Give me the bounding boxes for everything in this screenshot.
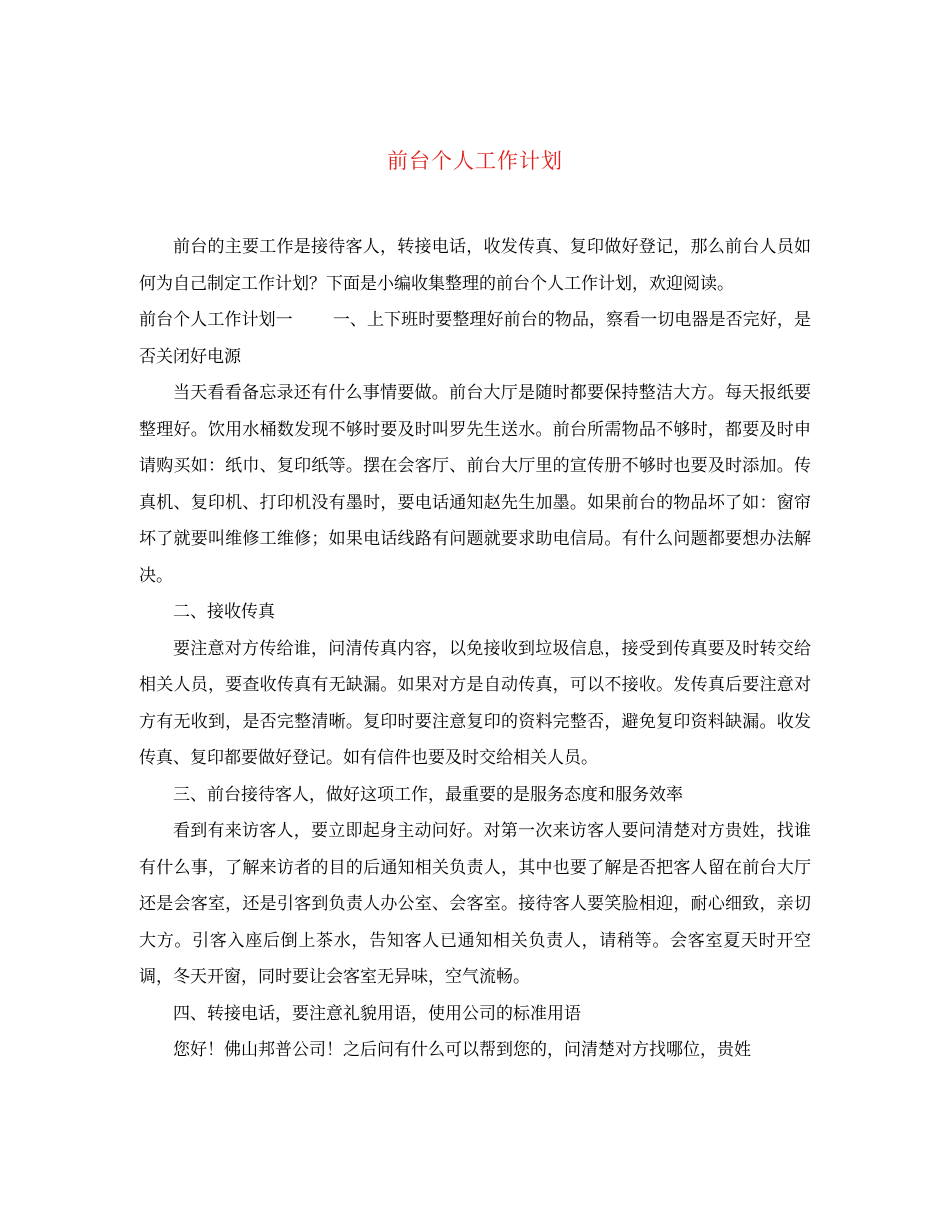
plan-label: 前台个人工作计划一 — [139, 310, 293, 330]
document-body — [139, 229, 811, 1069]
section4-body: 您好！佛山邦普公司！之后问有什么可以帮到您的，问清楚对方找哪位，贵姓 — [173, 1040, 751, 1060]
section2-body: 要注意对方传给谁，问清传真内容，以免接收到垃圾信息，接受到传真要及时转交给相关人员，要查收传真有无缺漏。如果对方是自动传真，可以不接收。发传真后要注意对方有无收到，是否完整清晰。复印时要注意复印的资料完整否，避免复印资料缺漏。收发传真、复印都要做好登记。如有信件也要及时交给相关人员。 — [139, 638, 811, 768]
intro-paragraph: 前台的主要工作是接待客人，转接电话，收发传真、复印做好登记，那么前台人员如何为自己制定工作计划？下面是小编收集整理的前台个人工作计划，欢迎阅读。 — [139, 237, 811, 294]
section1-heading: 一、上下班时要整理好前台的物品，察看一切电器是否完好，是否关闭好电源 — [139, 310, 812, 367]
section1-body: 当天看看备忘录还有什么事情要做。前台大厅是随时都要保持整洁大方。每天报纸要整理好。饮用水桶数发现不够时要及时叫罗先生送水。前台所需物品不够时，都要及时申请购买如：纸巾、复印纸等。摆在会客厅、前台大厅里的宣传册不够时也要及时添加。传真机、复印机、打印机没有墨时，要电话通知赵先生加墨。如果前台的物品坏了如：窗帘坏了就要叫维修工维修；如果电话线路有问题就要求助电信局。有什么问题都要想办法解决。 — [139, 383, 811, 586]
section4-heading: 四、转接电话，要注意礼貌用语，使用公司的标准用语 — [173, 1003, 581, 1024]
section3-body: 看到有来访客人，要立即起身主动问好。对第一次来访客人要问清楚对方贵姓，找谁有什么事，了解来访者的目的后通知相关负责人，其中也要了解是否把客人留在前台大厅还是会客室，还是引客到负责人办公室、会客室。接待客人要笑脸相迎，耐心细致，亲切大方。引客入座后倒上茶水，告知客人已通知相关负责人，请稍等。会客室夏天时开空调，冬天开窗，同时要让会客室无异味，空气流畅。 — [139, 821, 811, 987]
plan-line — [139, 302, 811, 375]
document-title: 前台个人工作计划 — [387, 149, 563, 173]
section3-heading: 三、前台接待客人，做好这项工作，最重要的是服务态度和服务效率 — [173, 784, 683, 805]
section2-heading: 二、接收传真 — [173, 602, 275, 622]
